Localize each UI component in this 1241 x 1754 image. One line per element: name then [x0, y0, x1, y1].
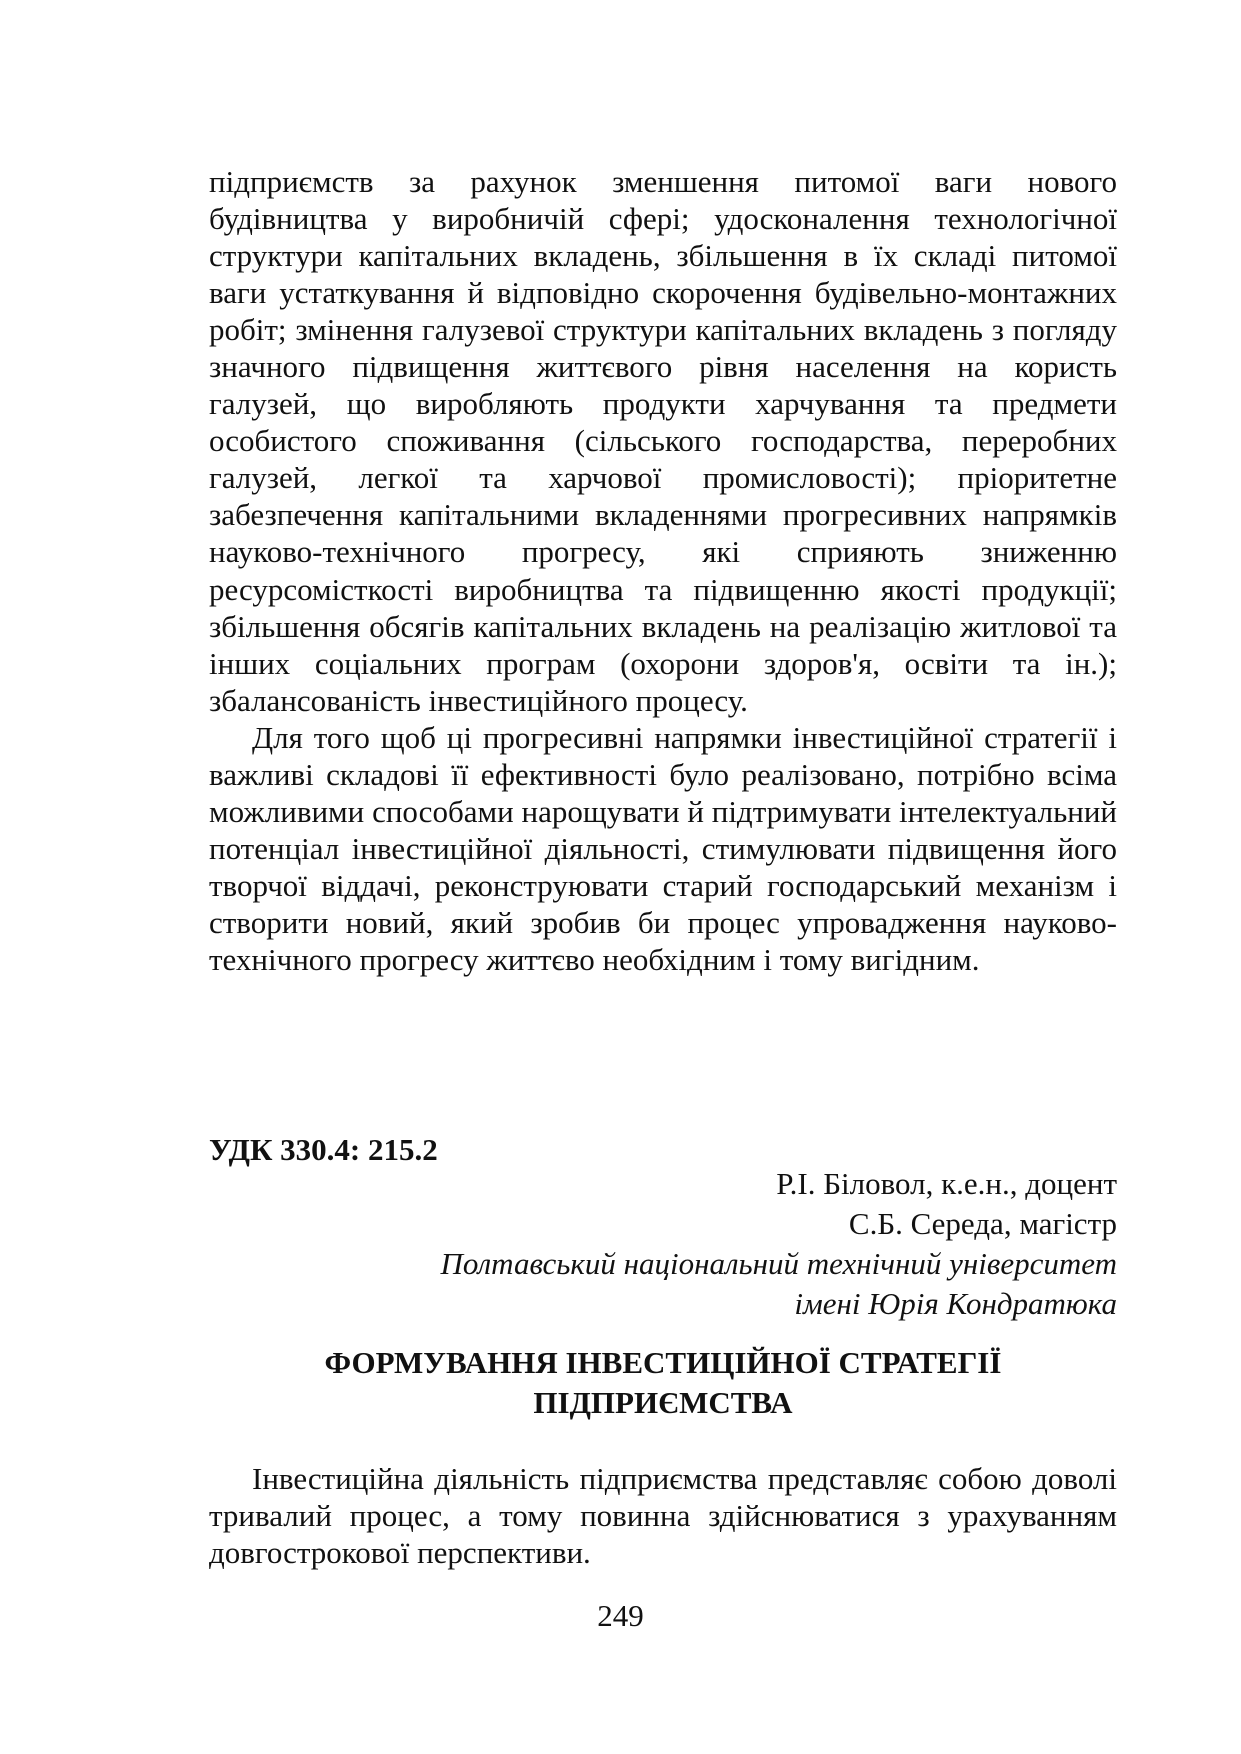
affiliation-line-2: імені Юрія Кондратюка [794, 1286, 1117, 1321]
udk-code: УДК 330.4: 215.2 [209, 1132, 438, 1167]
affiliation-line-1: Полтавський національний технічний університет [440, 1246, 1117, 1281]
author-1: Р.І. Біловол, к.е.н., доцент [776, 1166, 1117, 1201]
body-paragraph-2: Для того щоб ці прогресивні напрямки інвестиційної стратегії і важливі складові її ефективності було реалізовано, потрібно всіма можливими способами нарощувати й підтримувати інтелектуальний потенціал інвестиційної діяльності, стимулювати підвищення його творчої віддачі, реконструювати старий господарський механізм і створити новий, який зробив би процес упровадження науково-технічного прогресу життєво необхідним і тому вигідним. [209, 719, 1117, 977]
authors-block [441, 1164, 1117, 1324]
article-intro [209, 1460, 1117, 1571]
author-2: С.Б. Середа, магістр [848, 1206, 1117, 1241]
page-number: 249 [597, 1598, 644, 1633]
article-title [209, 1343, 1117, 1423]
article-title-line-2: ПІДПРИЄМСТВА [533, 1385, 793, 1420]
main-text [209, 163, 1117, 978]
body-paragraph-1: підприємств за рахунок зменшення питомої ваги нового будівництва у виробничій сфері; удосконалення технологічної структури капітальних вкладень, збільшення в їх складі питомої ваги устаткування й відповідно скорочення будівельно-монтажних робіт; змінення галузевої структури капітальних вкладень з погляду значного підвищення життєвого рівня населення на користь галузей, що виробляють продукти харчування та предмети особистого споживання (сільського господарства, переробних галузей, легкої та харчової промисловості); пріоритетне забезпечення капітальними вкладеннями прогресивних напрямків науково-технічного прогресу, які сприяють зниженню ресурсомісткості виробництва та підвищенню якості продукції; збільшення обсягів капітальних вкладень на реалізацію житлової та інших соціальних програм (охорони здоров'я, освіти та ін.); збалансованість інвестиційного процесу. [209, 164, 1117, 718]
intro-paragraph: Інвестиційна діяльність підприємства представляє собою доволі тривалий процес, а тому повинна здійснюватися з урахуванням довгострокової перспективи. [209, 1461, 1117, 1571]
article-title-line-1: ФОРМУВАННЯ ІНВЕСТИЦІЙНОЇ СТРАТЕГІЇ [324, 1345, 1002, 1380]
